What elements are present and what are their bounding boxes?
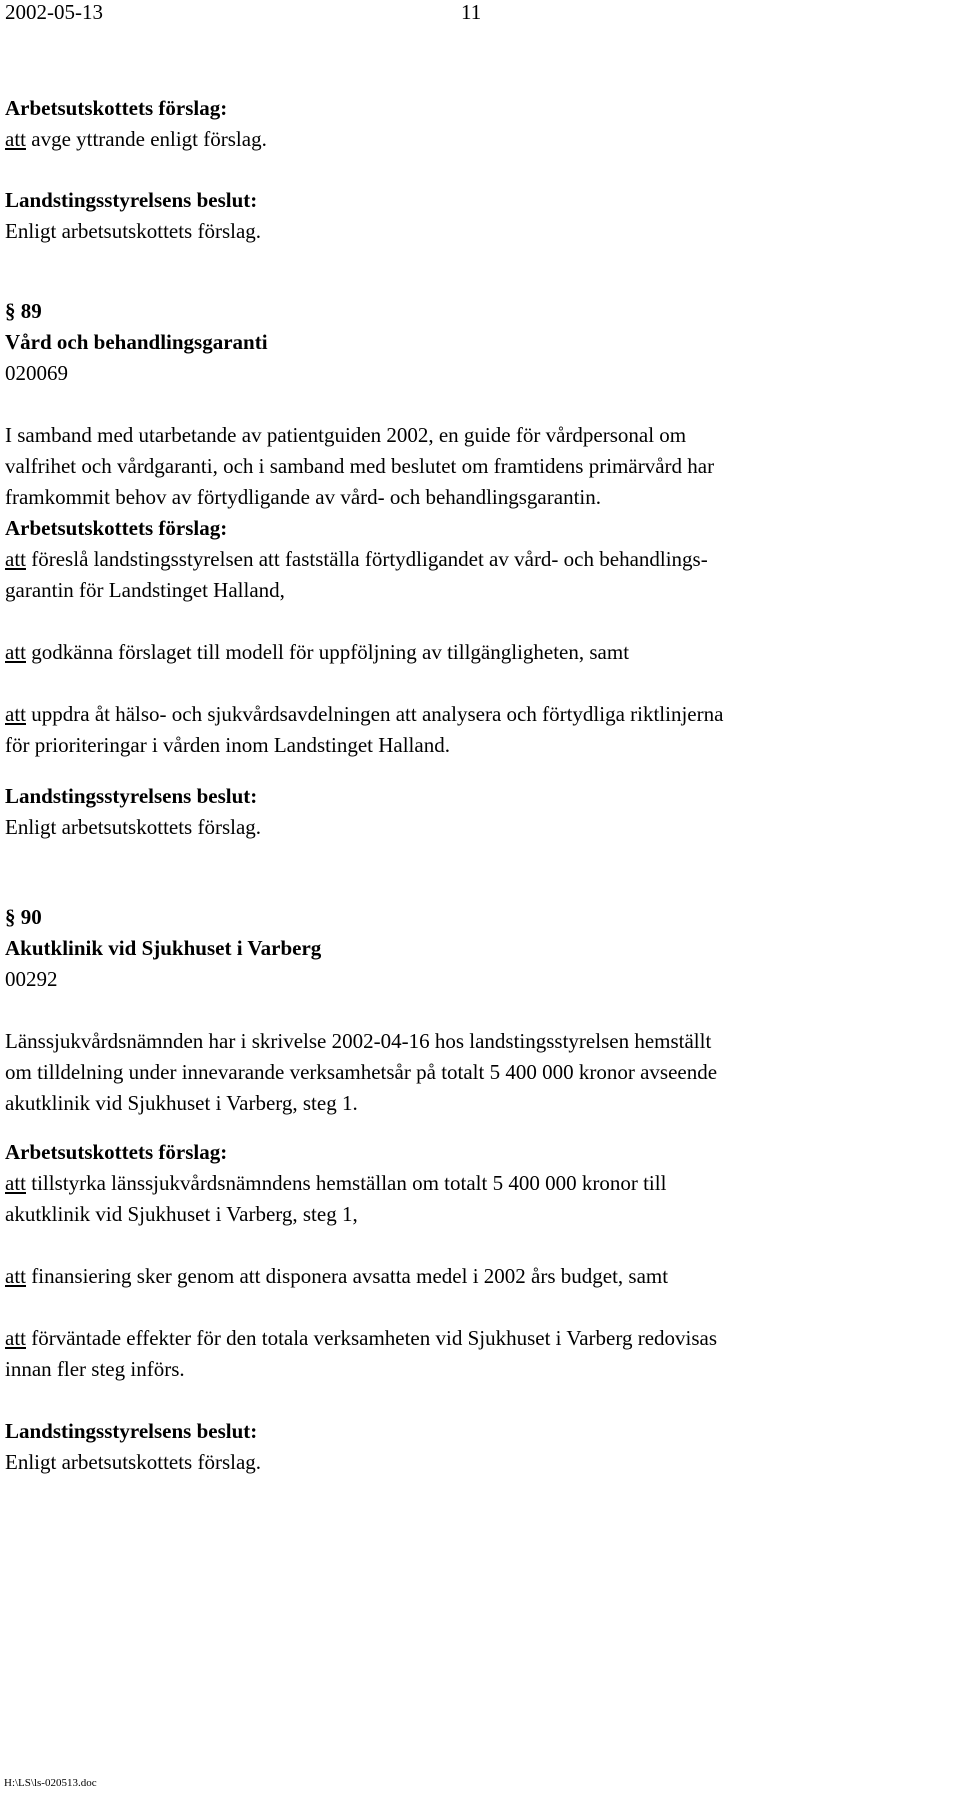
att-clause-3-cont: innan fler steg införs. (5, 1357, 185, 1381)
au-proposal-text: avge yttrande enligt förslag. (26, 127, 267, 151)
att-word: att (5, 640, 26, 664)
ls-heading: Landstingsstyrelsens beslut: (5, 188, 258, 212)
ls-heading: Landstingsstyrelsens beslut: (5, 784, 258, 808)
att-text: uppdra åt hälso- och sjukvårdsavdelningen att analysera och förtydliga riktlinjerna (26, 702, 724, 726)
att-clause-1 (5, 1168, 955, 1199)
ls-decision: Enligt arbetsutskottets förslag. (5, 1450, 262, 1474)
att-word: att (5, 1171, 26, 1195)
att-clause-3 (5, 699, 955, 730)
ls-decision: Enligt arbetsutskottets förslag. (5, 815, 262, 839)
section-title: Vård och behandlingsgaranti (5, 330, 268, 354)
section-ref: 00292 (5, 967, 58, 991)
section-title: Akutklinik vid Sjukhuset i Varberg (5, 936, 322, 960)
au-heading: Arbetsutskottets förslag: (5, 516, 228, 540)
body-line: om tilldelning under innevarande verksamhetsår på totalt 5 400 000 kronor avseende (5, 1060, 718, 1084)
att-clause-3-cont: för prioriteringar i vården inom Landstinget Halland. (5, 733, 450, 757)
au-heading: Arbetsutskottets förslag: (5, 1140, 228, 1164)
section-number: § 90 (5, 905, 42, 929)
att-text: tillstyrka länssjukvårdsnämndens hemställan om totalt 5 400 000 kronor till (26, 1171, 667, 1195)
ls-heading: Landstingsstyrelsens beslut: (5, 1419, 258, 1443)
au-heading: Arbetsutskottets förslag: (5, 96, 228, 120)
page-number: 11 (461, 0, 482, 24)
att-word: att (5, 1326, 26, 1350)
header-date: 2002-05-13 (5, 0, 103, 24)
att-word: att (5, 127, 26, 151)
ls-decision: Enligt arbetsutskottets förslag. (5, 219, 262, 243)
att-text: förväntade effekter för den totala verksamheten vid Sjukhuset i Varberg redovisas (26, 1326, 718, 1350)
att-word: att (5, 547, 26, 571)
section-body (5, 420, 955, 513)
body-line: Länssjukvårdsnämnden har i skrivelse 2002-04-16 hos landstingsstyrelsen hemställt (5, 1029, 712, 1053)
body-line: framkommit behov av förtydligande av vård- och behandlingsgarantin. (5, 485, 601, 509)
att-text: godkänna förslaget till modell för uppföljning av tillgängligheten, samt (26, 640, 630, 664)
section-89 (5, 296, 955, 843)
au-proposal (5, 124, 955, 155)
section-number: § 89 (5, 299, 42, 323)
footer-file-path: H:\LS\ls-020513.doc (4, 1777, 97, 1789)
body-line: valfrihet och vårdgaranti, och i samband med beslutet om framtidens primärvård har (5, 454, 715, 478)
section-90 (5, 902, 955, 1478)
section-88-tail (5, 93, 955, 247)
att-clause-1 (5, 544, 955, 575)
att-word: att (5, 702, 26, 726)
att-clause-2 (5, 1261, 955, 1292)
att-clause-1-cont: garantin för Landstinget Halland, (5, 578, 285, 602)
att-clause-3 (5, 1323, 955, 1354)
section-ref: 020069 (5, 361, 68, 385)
body-line: I samband med utarbetande av patientguiden 2002, en guide för vårdpersonal om (5, 423, 687, 447)
page-header (5, 0, 955, 30)
att-text: finansiering sker genom att disponera avsatta medel i 2002 års budget, samt (26, 1264, 669, 1288)
att-text: föreslå landstingsstyrelsen att fastställa förtydligandet av vård- och behandlings- (26, 547, 708, 571)
body-line: akutklinik vid Sjukhuset i Varberg, steg 1. (5, 1091, 358, 1115)
att-clause-1-cont: akutklinik vid Sjukhuset i Varberg, steg 1, (5, 1202, 358, 1226)
att-word: att (5, 1264, 26, 1288)
att-clause-2 (5, 637, 955, 668)
section-body (5, 1026, 955, 1119)
